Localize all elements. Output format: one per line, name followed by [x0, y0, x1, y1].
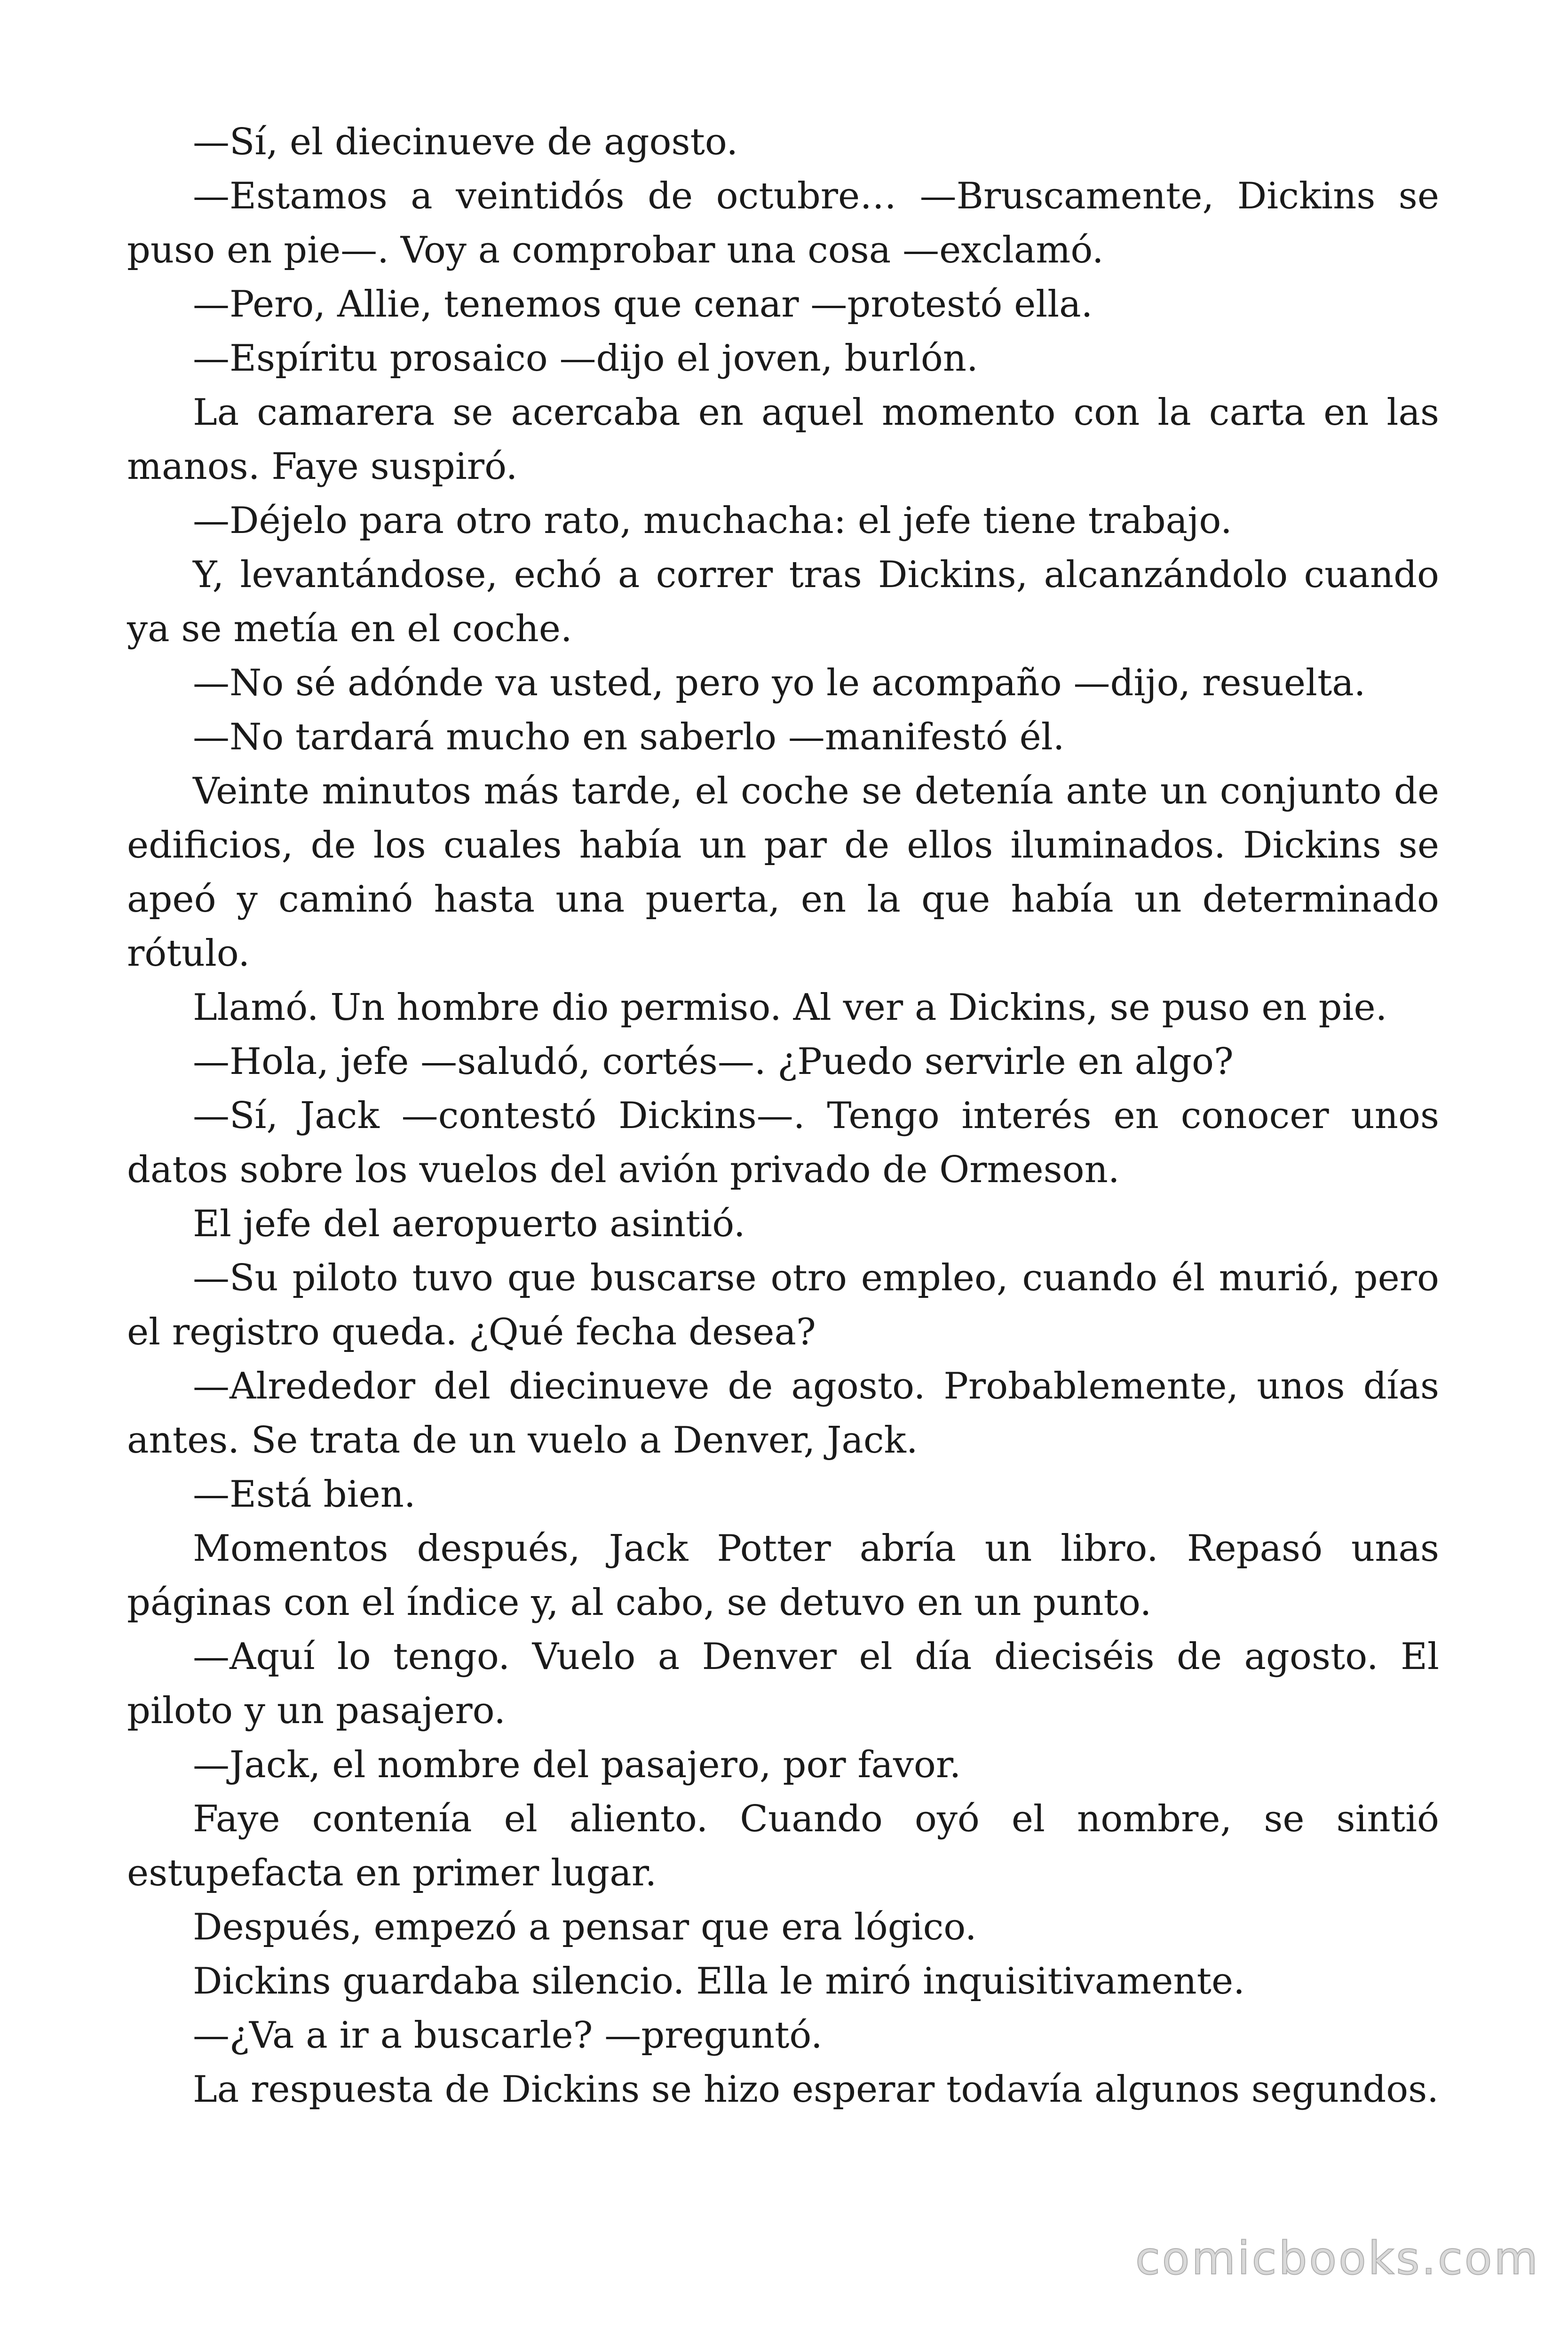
- paragraph: —Estamos a veintidós de octubre… —Bruscamente, Dickins se puso en pie—. Voy a comprobar una cosa —exclamó.: [127, 175, 1439, 271]
- paragraph: —Hola, jefe —saludó, cortés—. ¿Puedo servirle en algo?: [193, 1041, 1234, 1083]
- paragraph: —Pero, Allie, tenemos que cenar —protestó ella.: [193, 283, 1093, 326]
- paragraph: —No sé adónde va usted, pero yo le acompaño —dijo, resuelta.: [193, 662, 1366, 704]
- paragraph: El jefe del aeropuerto asintió.: [193, 1203, 745, 1245]
- paragraph: —Su piloto tuvo que buscarse otro empleo, cuando él murió, pero el registro queda. ¿Qué fecha desea?: [127, 1257, 1439, 1353]
- body-text: [127, 115, 1439, 2117]
- paragraph: —Alrededor del diecinueve de agosto. Probablemente, unos días antes. Se trata de un vuelo a Denver, Jack.: [127, 1365, 1439, 1462]
- paragraph: —No tardará mucho en saberlo —manifestó él.: [193, 716, 1065, 758]
- paragraph: Y, levantándose, echó a correr tras Dickins, alcanzándolo cuando ya se metía en el coche.: [127, 554, 1439, 650]
- paragraph: Dickins guardaba silencio. Ella le miró inquisitivamente.: [193, 1960, 1245, 2002]
- paragraph: —¿Va a ir a buscarle? —preguntó.: [193, 2014, 823, 2057]
- paragraph: —Sí, el diecinueve de agosto.: [193, 121, 738, 163]
- paragraph: Llamó. Un hombre dio permiso. Al ver a Dickins, se puso en pie.: [193, 986, 1387, 1029]
- paragraph: Después, empezó a pensar que era lógico.: [193, 1906, 977, 1948]
- paragraph: Momentos después, Jack Potter abría un libro. Repasó unas páginas con el índice y, al cabo, se detuvo en un punto.: [127, 1527, 1439, 1624]
- paragraph: —Está bien.: [193, 1473, 416, 1516]
- watermark: comicbooks.com: [1135, 2232, 1540, 2285]
- paragraph: Faye contenía el aliento. Cuando oyó el nombre, se sintió estupefacta en primer lugar.: [127, 1798, 1439, 1894]
- paragraph: —Espíritu prosaico —dijo el joven, burlón.: [193, 337, 978, 380]
- paragraph: La respuesta de Dickins se hizo esperar todavía algunos segundos.: [193, 2068, 1439, 2111]
- paragraph: —Déjelo para otro rato, muchacha: el jefe tiene trabajo.: [193, 500, 1232, 542]
- paragraph: —Jack, el nombre del pasajero, por favor.: [193, 1744, 961, 1786]
- paragraph: —Sí, Jack —contestó Dickins—. Tengo interés en conocer unos datos sobre los vuelos del avión privado de Ormeson.: [127, 1095, 1439, 1191]
- paragraph: Veinte minutos más tarde, el coche se detenía ante un conjunto de edificios, de los cuales había un par de ellos iluminados. Dickins se apeó y caminó hasta una puerta, en la que había un determinado rótulo.: [127, 770, 1439, 975]
- paragraph: La camarera se acercaba en aquel momento con la carta en las manos. Faye suspiró.: [127, 391, 1439, 488]
- paragraph: —Aquí lo tengo. Vuelo a Denver el día dieciséis de agosto. El piloto y un pasajero.: [127, 1636, 1439, 1732]
